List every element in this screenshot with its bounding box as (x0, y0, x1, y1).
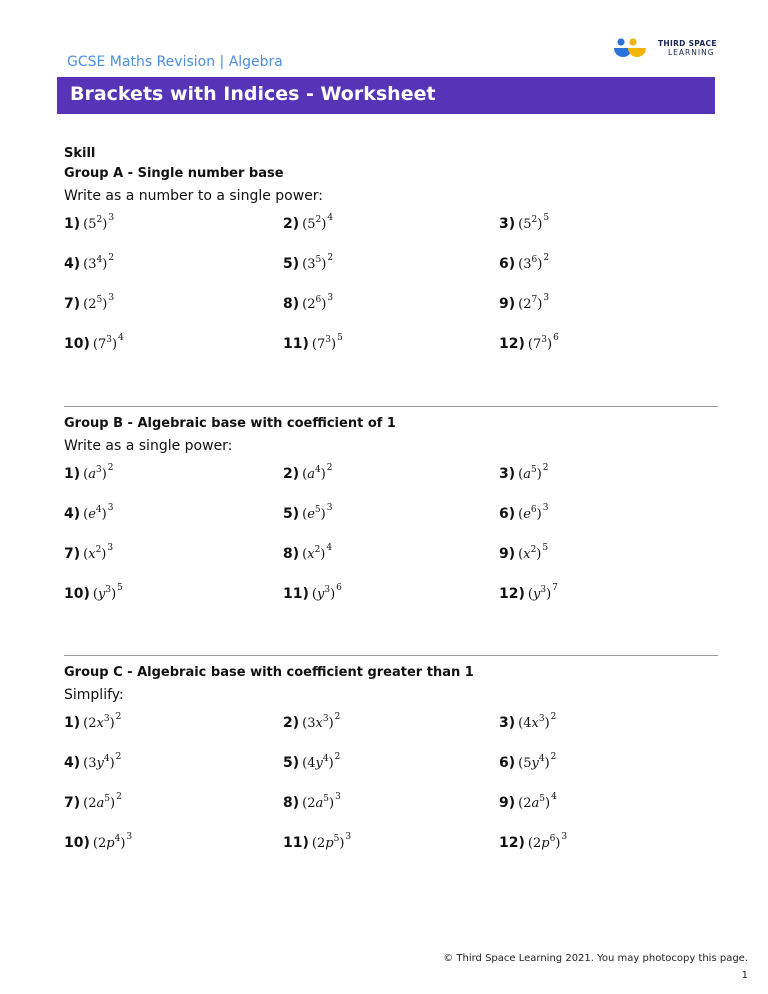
inner-exponent: 4 (314, 465, 321, 475)
question-item (283, 583, 342, 602)
section-divider (64, 406, 718, 407)
outer-exponent: 4 (118, 333, 124, 343)
coefficient: 4 (307, 756, 316, 771)
question-expression: $(a^3)^2$ (83, 463, 114, 482)
inner-exponent: 3 (106, 335, 112, 345)
inner-exponent: 2 (315, 215, 322, 225)
question-expression: $(3y^4)^2$ (83, 752, 122, 771)
question-item (283, 213, 334, 232)
question-expression: $(2p^4)^3$ (92, 832, 133, 851)
question-expression: $(y^3)^5$ (92, 583, 123, 602)
question-item (283, 752, 341, 771)
question-number: 4) (64, 506, 81, 522)
question-item (64, 213, 115, 232)
question-item (499, 333, 559, 352)
coefficient: 2 (307, 796, 316, 811)
outer-exponent: 3 (126, 832, 133, 842)
base: 2 (523, 297, 532, 312)
question-expression: $(7^3)^4$ (92, 333, 124, 352)
coefficient: 2 (532, 836, 542, 851)
inner-exponent: 2 (530, 545, 537, 555)
question-item (283, 463, 333, 482)
question-number: 2) (283, 466, 300, 482)
question-item (64, 503, 114, 522)
outer-exponent: 4 (551, 792, 557, 802)
group-instruction: Write as a single power: (64, 438, 233, 454)
question-expression: $(7^3)^6$ (527, 333, 559, 352)
question-expression: $(3^6)^2$ (518, 253, 550, 272)
outer-exponent: 3 (561, 832, 568, 842)
outer-exponent: 2 (115, 712, 122, 722)
outer-exponent: 5 (117, 583, 123, 593)
inner-exponent: 3 (324, 585, 331, 595)
question-expression: $(y^3)^6$ (311, 583, 342, 602)
question-expression: $(a^5)^2$ (518, 463, 549, 482)
base: e (88, 507, 96, 522)
question-expression: $(3x^3)^2$ (302, 712, 341, 731)
inner-exponent: 2 (531, 215, 538, 225)
question-number: 9) (499, 795, 516, 811)
question-number: 7) (64, 296, 81, 312)
question-number: 9) (499, 296, 516, 312)
inner-exponent: 2 (96, 215, 103, 225)
base: 7 (97, 337, 107, 352)
coefficient: 2 (316, 836, 326, 851)
question-expression: $(e^4)^3$ (83, 503, 114, 522)
question-item (64, 293, 115, 312)
question-number: 5) (283, 506, 300, 522)
question-number: 1) (64, 715, 81, 731)
inner-exponent: 3 (105, 585, 112, 595)
question-expression: $(7^3)^5$ (311, 333, 343, 352)
question-expression: $(x^2)^4$ (302, 543, 333, 562)
outer-exponent: 2 (334, 752, 341, 762)
page-title: Brackets with Indices - Worksheet (70, 83, 436, 105)
inner-exponent: 5 (104, 794, 110, 804)
question-item (64, 583, 123, 602)
group-a (64, 166, 724, 352)
outer-exponent: 4 (327, 213, 334, 223)
question-item (499, 792, 557, 811)
outer-exponent: 3 (326, 503, 333, 513)
question-number: 6) (499, 256, 516, 272)
outer-exponent: 6 (553, 333, 559, 343)
question-number: 12) (499, 835, 525, 851)
question-number: 6) (499, 506, 516, 522)
group-instruction: Simplify: (64, 687, 124, 703)
outer-exponent: 3 (542, 503, 549, 513)
question-item (499, 543, 549, 562)
question-item (499, 463, 549, 482)
group-title: Group A - Single number base (64, 166, 284, 181)
base: x (315, 716, 323, 731)
question-expression: $(5y^4)^2$ (518, 752, 557, 771)
coefficient: 2 (88, 716, 97, 731)
question-expression: $(x^2)^3$ (83, 543, 114, 562)
question-item (499, 503, 549, 522)
question-number: 4) (64, 256, 81, 272)
base: p (541, 836, 550, 851)
inner-exponent: 4 (103, 754, 110, 764)
inner-exponent: 4 (322, 754, 329, 764)
coefficient: 5 (523, 756, 532, 771)
question-number: 5) (283, 256, 300, 272)
question-number: 6) (499, 755, 516, 771)
inner-exponent: 5 (96, 295, 103, 305)
group-title: Group B - Algebraic base with coefficient of 1 (64, 416, 396, 431)
question-item (283, 832, 352, 851)
outer-exponent: 2 (116, 792, 122, 802)
logo-line-2: LEARNING (668, 48, 715, 57)
outer-exponent: 2 (334, 712, 341, 722)
outer-exponent: 2 (543, 253, 550, 263)
base: x (88, 547, 96, 562)
question-item (283, 253, 334, 272)
outer-exponent: 2 (550, 712, 557, 722)
base: 5 (307, 217, 316, 232)
outer-exponent: 3 (345, 832, 352, 842)
inner-exponent: 3 (103, 714, 110, 724)
outer-exponent: 3 (107, 503, 114, 513)
question-number: 11) (283, 835, 309, 851)
base: a (523, 467, 531, 482)
base: x (96, 716, 104, 731)
coefficient: 3 (307, 716, 316, 731)
base: y (97, 587, 106, 602)
question-item (64, 832, 133, 851)
base: a (531, 796, 540, 811)
question-item (64, 712, 122, 731)
question-expression: $(2x^3)^2$ (83, 712, 122, 731)
question-item (499, 253, 550, 272)
question-expression: $(2p^5)^3$ (311, 832, 352, 851)
question-item (499, 213, 550, 232)
outer-exponent: 7 (552, 583, 558, 593)
inner-exponent: 6 (315, 295, 322, 305)
subtitle: GCSE Maths Revision | Algebra (67, 54, 283, 70)
question-expression: $(5^2)^3$ (83, 213, 115, 232)
question-number: 3) (499, 216, 516, 232)
page-number: 1 (741, 970, 748, 981)
outer-exponent: 2 (326, 463, 333, 473)
inner-exponent: 3 (95, 465, 102, 475)
group-c (64, 665, 724, 851)
inner-exponent: 4 (114, 834, 121, 844)
question-expression: $(4x^3)^2$ (518, 712, 557, 731)
question-number: 7) (64, 795, 81, 811)
question-expression: $(5^2)^4$ (302, 213, 334, 232)
question-expression: $(e^5)^3$ (302, 503, 333, 522)
outer-exponent: 3 (107, 543, 114, 553)
question-number: 1) (64, 466, 81, 482)
group-b (64, 416, 724, 602)
outer-exponent: 3 (108, 213, 115, 223)
inner-exponent: 4 (96, 255, 103, 265)
question-expression: $(4y^4)^2$ (302, 752, 341, 771)
base: y (96, 756, 104, 771)
base: 3 (307, 257, 316, 272)
question-number: 9) (499, 546, 516, 562)
inner-exponent: 5 (314, 505, 321, 515)
question-item (283, 503, 333, 522)
question-number: 8) (283, 795, 300, 811)
question-expression: $(x^2)^5$ (518, 543, 549, 562)
question-expression: $(2^6)^3$ (302, 293, 334, 312)
inner-exponent: 2 (95, 545, 102, 555)
question-item (499, 293, 550, 312)
inner-exponent: 7 (531, 295, 538, 305)
question-item (499, 712, 557, 731)
base: y (316, 587, 325, 602)
base: a (307, 467, 315, 482)
inner-exponent: 5 (315, 255, 322, 265)
base: e (307, 507, 315, 522)
question-number: 12) (499, 336, 525, 352)
base: 7 (316, 337, 326, 352)
question-expression: $(3^5)^2$ (302, 253, 334, 272)
logo-wordmark (658, 39, 717, 57)
question-number: 11) (283, 336, 309, 352)
coefficient: 3 (88, 756, 97, 771)
question-item (283, 293, 334, 312)
group-title: Group C - Algebraic base with coefficient greater than 1 (64, 665, 474, 680)
question-item (283, 792, 341, 811)
question-expression: $(e^6)^3$ (518, 503, 549, 522)
question-item (499, 752, 557, 771)
question-number: 12) (499, 586, 525, 602)
base: 7 (532, 337, 542, 352)
base: e (523, 507, 531, 522)
outer-exponent: 2 (327, 253, 334, 263)
question-number: 8) (283, 296, 300, 312)
copyright-notice: © Third Space Learning 2021. You may photocopy this page. (443, 953, 748, 964)
outer-exponent: 3 (335, 792, 341, 802)
base: 3 (523, 257, 532, 272)
question-expression: $(2^5)^3$ (83, 293, 115, 312)
inner-exponent: 3 (325, 335, 331, 345)
question-item (283, 333, 343, 352)
question-expression: $(a^4)^2$ (302, 463, 333, 482)
outer-exponent: 3 (543, 293, 550, 303)
question-item (64, 463, 114, 482)
inner-exponent: 4 (538, 754, 545, 764)
question-item (283, 712, 341, 731)
coefficient: 2 (88, 796, 97, 811)
base: 2 (307, 297, 316, 312)
coefficient: 2 (523, 796, 532, 811)
question-item (283, 543, 333, 562)
question-number: 3) (499, 466, 516, 482)
base: 5 (88, 217, 97, 232)
outer-exponent: 3 (327, 293, 334, 303)
base: y (532, 587, 541, 602)
skill-label: Skill (64, 146, 96, 161)
inner-exponent: 6 (530, 505, 537, 515)
question-item (499, 583, 558, 602)
base: 2 (88, 297, 97, 312)
question-number: 10) (64, 835, 90, 851)
question-number: 10) (64, 336, 90, 352)
outer-exponent: 2 (550, 752, 557, 762)
outer-exponent: 5 (337, 333, 343, 343)
question-item (64, 543, 114, 562)
base: x (531, 716, 539, 731)
inner-exponent: 2 (314, 545, 321, 555)
inner-exponent: 3 (540, 585, 547, 595)
group-instruction: Write as a number to a single power: (64, 188, 324, 204)
base: a (96, 796, 105, 811)
question-expression: $(3^4)^2$ (83, 253, 115, 272)
outer-exponent: 6 (336, 583, 342, 593)
question-expression: $(2a^5)^2$ (83, 792, 122, 811)
third-space-learning-logo (612, 38, 722, 62)
outer-exponent: 2 (108, 253, 115, 263)
question-expression: $(2a^5)^3$ (302, 792, 341, 811)
question-item (64, 792, 122, 811)
title-banner (57, 77, 715, 114)
inner-exponent: 5 (333, 834, 340, 844)
question-number: 3) (499, 715, 516, 731)
outer-exponent: 5 (542, 543, 549, 553)
outer-exponent: 3 (108, 293, 115, 303)
coefficient: 2 (97, 836, 107, 851)
question-number: 7) (64, 546, 81, 562)
base: y (315, 756, 323, 771)
outer-exponent: 2 (542, 463, 549, 473)
base: y (531, 756, 539, 771)
inner-exponent: 6 (549, 834, 556, 844)
question-item (64, 752, 122, 771)
base: 3 (88, 257, 97, 272)
inner-exponent: 5 (530, 465, 537, 475)
question-number: 1) (64, 216, 81, 232)
base: 5 (523, 217, 532, 232)
question-number: 11) (283, 586, 309, 602)
question-item (64, 333, 124, 352)
logo-line-1: THIRD SPACE (658, 39, 717, 48)
base: p (325, 836, 334, 851)
base: x (307, 547, 315, 562)
question-number: 8) (283, 546, 300, 562)
question-number: 4) (64, 755, 81, 771)
question-number: 5) (283, 755, 300, 771)
question-expression: $(2a^5)^4$ (518, 792, 557, 811)
outer-exponent: 2 (115, 752, 122, 762)
question-expression: $(2^7)^3$ (518, 293, 550, 312)
base: x (523, 547, 531, 562)
inner-exponent: 6 (531, 255, 538, 265)
outer-exponent: 2 (107, 463, 114, 473)
question-number: 2) (283, 715, 300, 731)
inner-exponent: 3 (322, 714, 329, 724)
question-item (64, 253, 115, 272)
question-number: 10) (64, 586, 90, 602)
inner-exponent: 3 (541, 335, 547, 345)
coefficient: 4 (523, 716, 532, 731)
question-expression: $(y^3)^7$ (527, 583, 558, 602)
inner-exponent: 5 (539, 794, 545, 804)
outer-exponent: 4 (326, 543, 333, 553)
question-expression: $(2p^6)^3$ (527, 832, 568, 851)
inner-exponent: 4 (95, 505, 102, 515)
question-number: 2) (283, 216, 300, 232)
question-expression: $(5^2)^5$ (518, 213, 550, 232)
question-item (499, 832, 568, 851)
base: a (315, 796, 324, 811)
section-divider (64, 655, 718, 656)
base: a (88, 467, 96, 482)
outer-exponent: 5 (543, 213, 550, 223)
base: p (106, 836, 115, 851)
inner-exponent: 3 (538, 714, 545, 724)
inner-exponent: 5 (323, 794, 329, 804)
logo-mark-icon (612, 38, 654, 62)
